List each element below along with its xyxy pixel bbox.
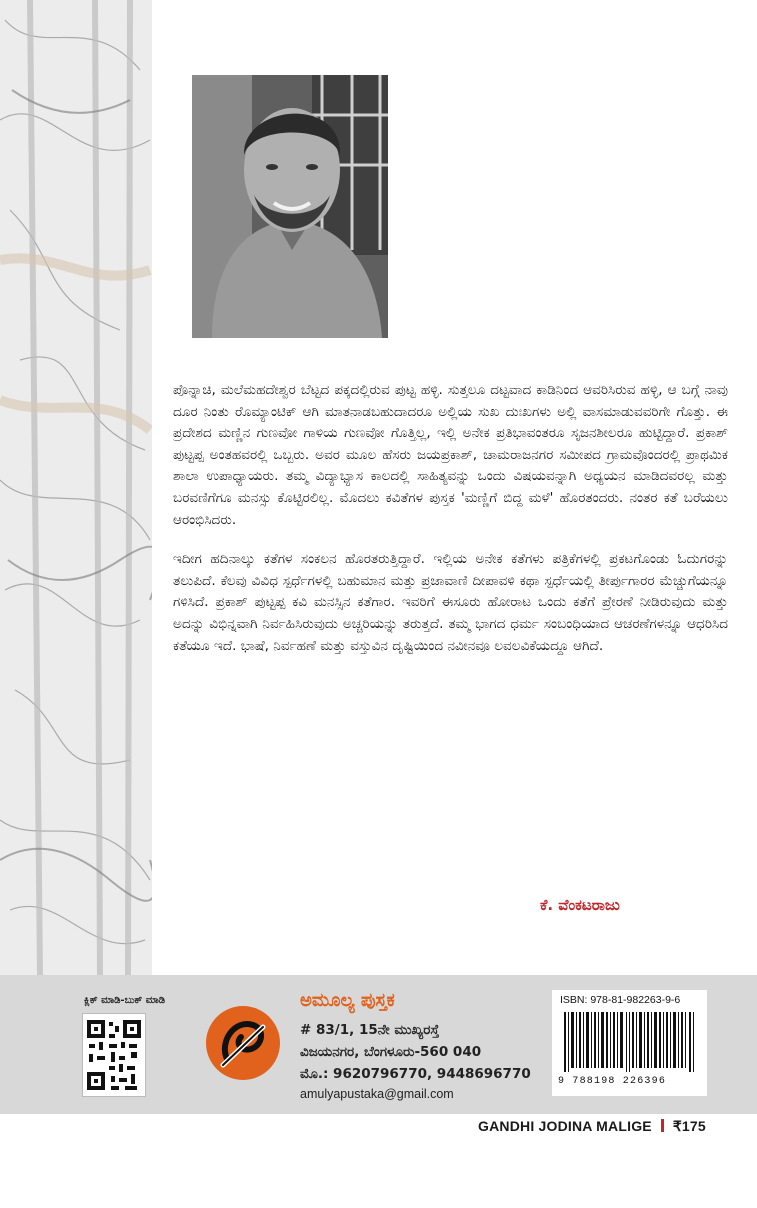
publisher-email[interactable]: amulyapustaka@gmail.com — [300, 1087, 454, 1101]
author-blurb — [173, 380, 728, 675]
qr-caption: ಕ್ಲಿಕ್ ಮಾಡಿ-ಬುಕ್ ಮಾಡಿ — [84, 995, 166, 1006]
title-price-separator — [661, 1119, 664, 1132]
publisher-name: ಅಮೂಲ್ಯ ಪುಸ್ತಕ — [300, 990, 395, 1011]
blurb-paragraph-2: ಇದೀಗ ಹದಿನಾಲ್ಕು ಕತೆಗಳ ಸಂಕಲನ ಹೊರತರುತ್ತಿದ್ದಾರೆ. ಇಲ್ಲಿಯ ಅನೇಕ ಕತೆಗಳು ಪತ್ರಿಕೆಗಳಲ್ಲಿ ಪ್ರಕಟಗೊಂಡು ಓದುಗರನ್ನು ತಲುಪಿದೆ. ಕೆಲವು ವಿವಿಧ ಸ್ಪರ್ಧೆಗಳಲ್ಲಿ ಬಹುಮಾನ ಮತ್ತು ಪ್ರಜಾವಾಣಿ ದೀಪಾವಳಿ ಕಥಾ ಸ್ಪರ್ಧೆಯಲ್ಲಿ ತೀರ್ಪುಗಾರರ ಮೆಚ್ಚುಗೆಯನ್ನೂ ಗಳಿಸಿದೆ. ಪ್ರಕಾಶ್ ಪುಟ್ಟಪ್ಪ ಕವಿ ಮನಸ್ಸಿನ ಕತೆಗಾರ. ಇವರಿಗೆ ಈಸೂರು ಹೋರಾಟ ಒಂದು ಕತೆಗೆ ಪ್ರೇರಣೆ ನೀಡಿರುವುದು ಮತ್ತು ಅದನ್ನು ವಿಭಿನ್ನವಾಗಿ ನಿರ್ವಹಿಸಿರುವುದು ಅಚ್ಚರಿಯನ್ನು ತರುತ್ತದೆ. ತಮ್ಮ ಭಾಗದ ಧರ್ಮ ಸಂಬಂಧಿಯಾದ ಆಚರಣೆಗಳನ್ನೂ ಆಧರಿಸಿದ ಕತೆಯೂ ಇದೆ. ಭಾಷೆ, ನಿರ್ವಹಣೆ ಮತ್ತು ವಸ್ತುವಿನ ದೃಷ್ಟಿಯಿಂದ ನವೀನವೂ ಲವಲವಿಕೆಯದ್ದೂ ಆಗಿದೆ. — [173, 551, 728, 654]
publisher-phone: ಮೊ.: 9620796770, 9448696770 — [300, 1066, 531, 1082]
barcode-digits: 9 788198 226396 — [558, 1076, 667, 1087]
blurb-signature: ಕೆ. ವೆಂಕಟರಾಜು — [540, 896, 620, 914]
isbn-label: ISBN: 978-81-982263-9-6 — [560, 994, 681, 1006]
book-title-price-line — [478, 1118, 706, 1135]
isbn-block — [552, 990, 707, 1096]
publisher-logo-icon — [205, 1005, 281, 1081]
book-title: GANDHI JODINA MALIGE — [478, 1118, 652, 1134]
blurb-paragraph-1: ಪೊನ್ನಾಚಿ, ಮಲೆಮಹದೇಶ್ವರ ಬೆಟ್ಟದ ಪಕ್ಕದಲ್ಲಿರುವ ಪುಟ್ಟ ಹಳ್ಳಿ. ಸುತ್ತಲೂ ದಟ್ಟವಾದ ಕಾಡಿನಿಂದ ಆವರಿಸಿರುವ ಹಳ್ಳಿ, ಆ ಬಗ್ಗೆ ನಾವು ದೂರ ನಿಂತು ರೊಮ್ಯಾಂಟಿಕ್ ಆಗಿ ಮಾತನಾಡಬಹುದಾದರೂ ಅಲ್ಲಿಯ ಸುಖ ದುಃಖಗಳು ಅಲ್ಲಿ ವಾಸಮಾಡುವವರಿಗೇ ಗೊತ್ತು. ಈ ಪ್ರದೇಶದ ಮಣ್ಣಿನ ಗುಣವೋ ಗಾಳಿಯ ಗುಣವೋ ಗೊತ್ತಿಲ್ಲ, ಇಲ್ಲಿ ಅನೇಕ ಪ್ರತಿಭಾವಂತರೂ ಸೃಜನಶೀಲರೂ ಹುಟ್ಟಿದ್ದಾರೆ. ಪ್ರಕಾಶ್ ಪುಟ್ಟಪ್ಪ ಅಂತಹವರಲ್ಲಿ ಒಬ್ಬರು. ಅವರ ಮೂಲ ಹೆಸರು ಜಯಪ್ರಕಾಶ್, ಚಾಮರಾಜನಗರ ಸಮೀಪದ ಗ್ರಾಮವೊಂದರಲ್ಲಿ ಪ್ರಾಥಮಿಕ ಶಾಲಾ ಉಪಾಧ್ಯಾಯರು. ತಮ್ಮ ವಿದ್ಯಾಭ್ಯಾಸ ಕಾಲದಲ್ಲಿ ಸಾಹಿತ್ಯವನ್ನು ಒಂದು ವಿಷಯವನ್ನಾಗಿ ಅಧ್ಯಯನ ಮಾಡಿದವರಲ್ಲ ಮತ್ತು ಬರವಣಿಗೆಗೂ ಮನಸ್ಸು ಕೊಟ್ಟಿರಲಿಲ್ಲ. ಮೊದಲು ಕವಿತೆಗಳ ಪುಸ್ತಕ 'ಮಣ್ಣಿಗೆ ಬಿದ್ದ ಮಳೆ' ಹೊರತಂದರು. ನಂತರ ಕತೆ ಬರೆಯಲು ಆರಂಭಿಸಿದರು. — [173, 382, 728, 528]
publisher-address-line-1: # 83/1, 15ನೇ ಮುಖ್ಯರಸ್ತೆ — [300, 1022, 440, 1038]
publisher-address-line-2: ವಿಜಯನಗರ, ಬೆಂಗಳೂರು-560 040 — [300, 1044, 482, 1060]
side-sketch-art — [0, 0, 152, 975]
isbn-barcode-icon — [562, 1012, 698, 1072]
author-photo — [192, 75, 388, 338]
qr-code-icon[interactable] — [82, 1013, 146, 1097]
book-price: ₹175 — [672, 1118, 706, 1134]
